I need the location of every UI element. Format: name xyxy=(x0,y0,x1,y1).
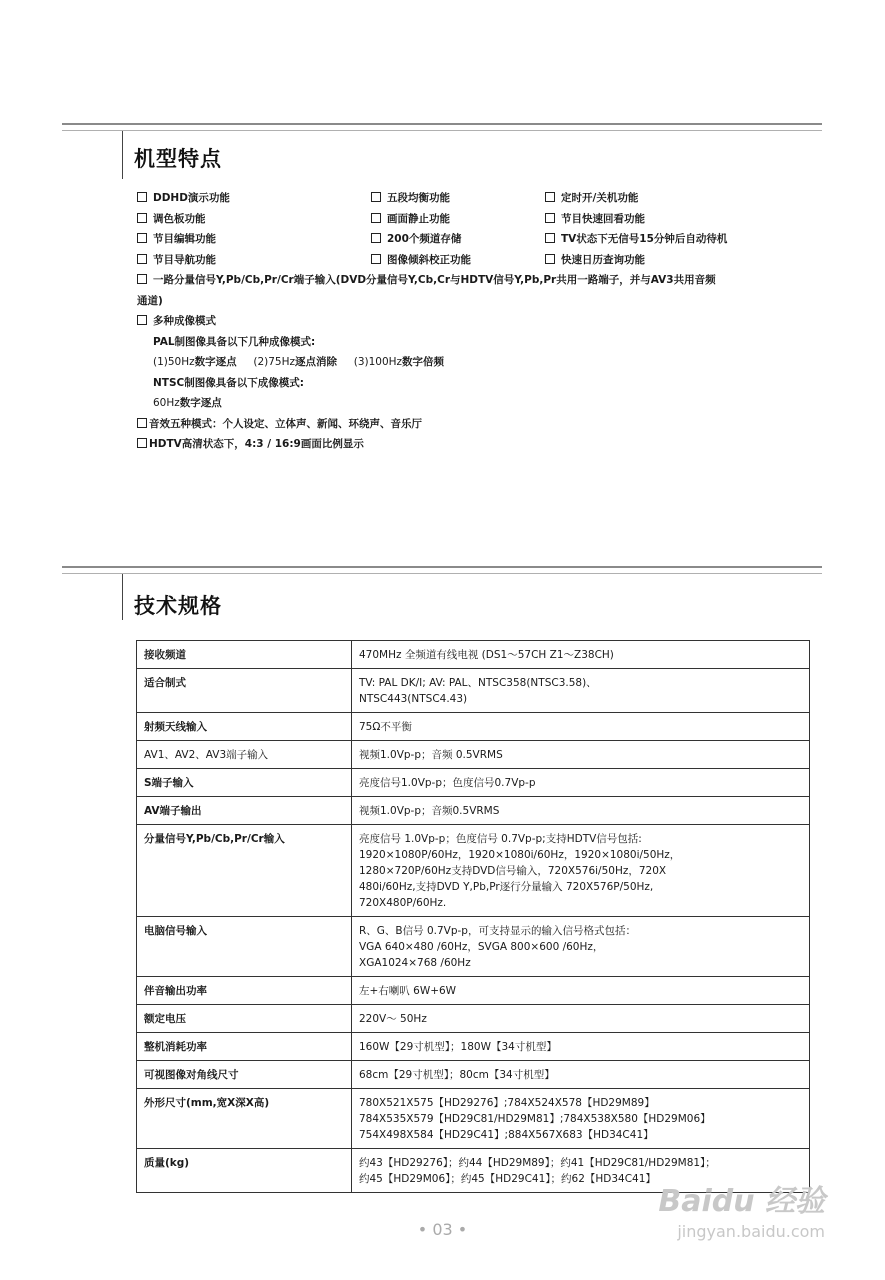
feature-item: 调色板功能 xyxy=(137,209,371,230)
feature-component-input-cont: 通道) xyxy=(137,294,163,307)
table-row xyxy=(137,741,810,769)
ntsc-modes: 60Hz数字逐点 xyxy=(153,397,222,409)
table-row xyxy=(137,977,810,1005)
spec-value: 780X521X575【HD29276】;784X524X578【HD29M89】 784X535X579【HD29C81/HD29M81】;784X538X580【HD29M06】 754X498X584【HD29C41】;884X567X683【HD34C41】 xyxy=(352,1089,810,1149)
watermark-logo: Baidu 经验 xyxy=(658,1184,825,1219)
page-number: • 03 • xyxy=(417,1220,468,1239)
spec-value: 亮度信号 1.0Vp-p；色度信号 0.7Vp-p;支持HDTV信号包括: 1920×1080P/60Hz，1920×1080i/60Hz，1920×1080i/50Hz， 1280×720P/60Hz支持DVD信号输入，720X576i/50Hz，720X 480i/60Hz,支持DVD Y,Pb,Pr逐行分量输入 720X576P/50Hz, 720X480P/60Hz. xyxy=(352,825,810,917)
checkbox-icon xyxy=(545,192,555,202)
table-row xyxy=(137,1061,810,1089)
specs-section-tick xyxy=(122,574,123,620)
checkbox-icon xyxy=(137,274,147,284)
table-row xyxy=(137,1033,810,1061)
checkbox-icon xyxy=(137,418,147,428)
checkbox-icon xyxy=(371,233,381,243)
spec-label: 外形尺寸(mm,宽X深X高) xyxy=(137,1089,352,1149)
checkbox-icon xyxy=(545,213,555,223)
feature-item: 定时开/关机功能 xyxy=(545,188,817,209)
spec-label: 整机消耗功率 xyxy=(137,1033,352,1061)
checkbox-icon xyxy=(137,233,147,243)
feature-grid-row xyxy=(137,229,817,250)
feature-item: 节目编辑功能 xyxy=(137,229,371,250)
spec-label: S端子输入 xyxy=(137,769,352,797)
spec-label: 接收频道 xyxy=(137,641,352,669)
feature-item: 五段均衡功能 xyxy=(371,188,545,209)
feature-grid-row xyxy=(137,209,817,230)
table-row xyxy=(137,797,810,825)
feature-item: TV状态下无信号15分钟后自动待机 xyxy=(545,229,817,250)
table-row xyxy=(137,917,810,977)
spec-label: 额定电压 xyxy=(137,1005,352,1033)
spec-label: AV端子输出 xyxy=(137,797,352,825)
spec-value: TV: PAL DK/I; AV: PAL、NTSC358(NTSC3.58)、 NTSC443(NTSC4.43) xyxy=(352,669,810,713)
spec-label: 质量(kg) xyxy=(137,1149,352,1193)
spec-label: AV1、AV2、AV3端子输入 xyxy=(137,741,352,769)
feature-item: 图像倾斜校正功能 xyxy=(371,250,545,271)
spec-label: 电脑信号输入 xyxy=(137,917,352,977)
pal-intro: PAL制图像具备以下几种成像模式: xyxy=(153,335,316,348)
feature-item: 画面静止功能 xyxy=(371,209,545,230)
feature-grid-row xyxy=(137,188,817,209)
spec-value: 视频1.0Vp-p；音频 0.5VRMS xyxy=(352,741,810,769)
spec-value: 470MHz 全频道有线电视 (DS1～57CH Z1～Z38CH) xyxy=(352,641,810,669)
feature-item: 200个频道存储 xyxy=(371,229,545,250)
watermark-url: jingyan.baidu.com xyxy=(677,1222,825,1241)
spec-label: 适合制式 xyxy=(137,669,352,713)
spec-value: 左+右喇叭 6W+6W xyxy=(352,977,810,1005)
checkbox-icon xyxy=(137,438,147,448)
table-row xyxy=(137,769,810,797)
table-row xyxy=(137,1005,810,1033)
features-section-rule xyxy=(62,123,822,131)
feature-item: DDHD演示功能 xyxy=(137,188,371,209)
checkbox-icon xyxy=(545,254,555,264)
feature-component-input: 一路分量信号Y,Pb/Cb,Pr/Cr端子输入(DVD分量信号Y,Cb,Cr与HDTV信号Y,Pb,Pr共用一路端子，并与AV3共用音频 xyxy=(137,270,817,291)
feature-imaging-modes-title: 多种成像模式 xyxy=(137,311,817,332)
spec-value: 视频1.0Vp-p；音频0.5VRMS xyxy=(352,797,810,825)
feature-grid-row xyxy=(137,250,817,271)
specs-table xyxy=(136,640,810,1193)
pal-modes: (1)50Hz数字逐点 (2)75Hz逐点消除 (3)100Hz数字倍频 xyxy=(153,356,445,368)
spec-value: 75Ω不平衡 xyxy=(352,713,810,741)
spec-value: 约43【HD29276】；约44【HD29M89】；约41【HD29C81/HD29M81】； 约45【HD29M06】；约45【HD29C41】；约62【HD34C41】 xyxy=(352,1149,810,1193)
specs-section-rule xyxy=(62,566,822,574)
feature-hdtv-ratio: HDTV高清状态下，4:3 / 16:9画面比例显示 xyxy=(137,434,817,455)
spec-value: R、G、B信号 0.7Vp-p，可支持显示的输入信号格式包括： VGA 640×480 /60Hz，SVGA 800×600 /60Hz， XGA1024×768 /60Hz xyxy=(352,917,810,977)
feature-sound-modes: 音效五种模式：个人设定、立体声、新闻、环绕声、音乐厅 xyxy=(137,414,817,435)
table-row xyxy=(137,641,810,669)
feature-item: 节目快速回看功能 xyxy=(545,209,817,230)
spec-label: 射频天线输入 xyxy=(137,713,352,741)
table-row xyxy=(137,713,810,741)
spec-label: 伴音输出功率 xyxy=(137,977,352,1005)
checkbox-icon xyxy=(371,213,381,223)
features-section-tick xyxy=(122,131,123,179)
spec-value: 亮度信号1.0Vp-p；色度信号0.7Vp-p xyxy=(352,769,810,797)
spec-value: 160W【29寸机型】；180W【34寸机型】 xyxy=(352,1033,810,1061)
ntsc-intro: NTSC制图像具备以下成像模式: xyxy=(153,376,304,389)
checkbox-icon xyxy=(545,233,555,243)
feature-item: 节目导航功能 xyxy=(137,250,371,271)
table-row xyxy=(137,825,810,917)
features-section-title: 机型特点 xyxy=(134,147,222,171)
checkbox-icon xyxy=(137,315,147,325)
checkbox-icon xyxy=(371,192,381,202)
table-row xyxy=(137,669,810,713)
spec-label: 可视图像对角线尺寸 xyxy=(137,1061,352,1089)
feature-item: 快速日历查询功能 xyxy=(545,250,817,271)
features-list xyxy=(137,188,817,455)
checkbox-icon xyxy=(371,254,381,264)
checkbox-icon xyxy=(137,192,147,202)
specs-section-title: 技术规格 xyxy=(134,594,222,618)
checkbox-icon xyxy=(137,254,147,264)
spec-label: 分量信号Y,Pb/Cb,Pr/Cr输入 xyxy=(137,825,352,917)
spec-value: 68cm【29寸机型】；80cm【34寸机型】 xyxy=(352,1061,810,1089)
spec-value: 220V～ 50Hz xyxy=(352,1005,810,1033)
checkbox-icon xyxy=(137,213,147,223)
table-row xyxy=(137,1089,810,1149)
